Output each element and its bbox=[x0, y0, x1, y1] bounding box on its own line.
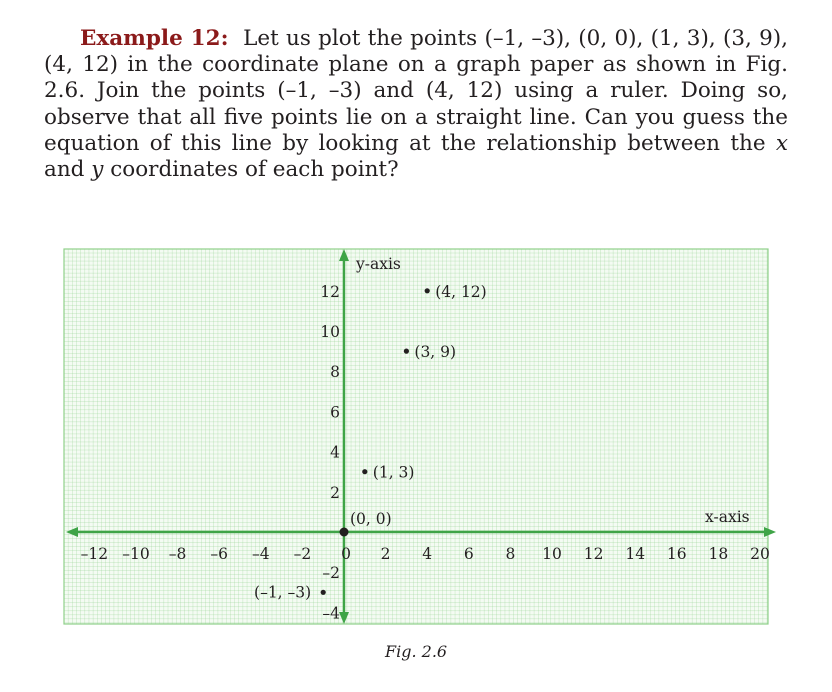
x-tick-label: 12 bbox=[583, 545, 604, 563]
y-tick-label: 4 bbox=[330, 443, 340, 462]
y-tick-label: –4 bbox=[322, 604, 340, 623]
x-tick-label: 18 bbox=[708, 545, 729, 563]
y-axis-label: y-axis bbox=[356, 255, 401, 273]
graph-paper-grid bbox=[64, 249, 768, 624]
y-tick-label: 6 bbox=[330, 403, 340, 422]
example-text-part-3: coordinates of each point? bbox=[103, 157, 399, 183]
x-tick-label: –12 bbox=[80, 545, 109, 563]
x-tick-label: 6 bbox=[463, 545, 474, 563]
data-point bbox=[321, 590, 326, 595]
x-tick-label: 16 bbox=[666, 545, 687, 563]
y-tick-label: –2 bbox=[322, 564, 340, 583]
point-label: (3, 9) bbox=[414, 343, 457, 362]
x-tick-label: 0 bbox=[341, 545, 351, 563]
point-label: (0, 0) bbox=[350, 510, 392, 528]
example-text-part-2: and bbox=[44, 157, 92, 183]
point-label: (–1, –3) bbox=[254, 583, 312, 602]
x-tick-label: –8 bbox=[168, 545, 187, 563]
x-tick-label: –6 bbox=[210, 545, 229, 563]
example-text-part-1: Let us plot the points (–1, –3), (0, 0), (1, 3), (3, 9), (4, 12) in the coordinate plane on a graph paper as shown in Fig. 2.6. Join the points (–1, –3) and (4, 12) using a ruler. Doing so, observe that all five points lie on a straight line. Can you guess the equation of this line by looking at the relationship between the bbox=[44, 26, 789, 156]
y-tick-label: 12 bbox=[320, 282, 340, 301]
x-tick-label: 4 bbox=[422, 545, 433, 563]
point-label: (1, 3) bbox=[372, 463, 415, 482]
x-tick-label: –4 bbox=[251, 545, 270, 563]
data-point bbox=[340, 528, 349, 537]
example-label: Example 12: bbox=[80, 26, 229, 51]
data-point bbox=[425, 288, 430, 293]
x-tick-label: 2 bbox=[380, 545, 391, 563]
x-axis-arrow-right bbox=[764, 527, 776, 537]
variable-y: y bbox=[91, 157, 104, 183]
figure-caption: Fig. 2.6 bbox=[385, 642, 448, 661]
y-tick-label: 8 bbox=[330, 363, 340, 382]
x-tick-label: –10 bbox=[122, 545, 150, 563]
y-tick-label: 10 bbox=[320, 323, 340, 341]
y-tick-label: 2 bbox=[330, 483, 340, 502]
x-tick-label: 8 bbox=[505, 545, 516, 563]
point-label: (4, 12) bbox=[435, 282, 487, 301]
x-tick-label: 10 bbox=[542, 545, 562, 563]
data-point bbox=[404, 349, 409, 354]
data-point bbox=[362, 469, 367, 474]
x-tick-label: –2 bbox=[293, 545, 312, 563]
x-tick-label: 20 bbox=[750, 545, 770, 563]
x-axis-label: x-axis bbox=[705, 508, 750, 526]
variable-x: x bbox=[775, 130, 788, 156]
x-tick-label: 14 bbox=[625, 545, 646, 563]
